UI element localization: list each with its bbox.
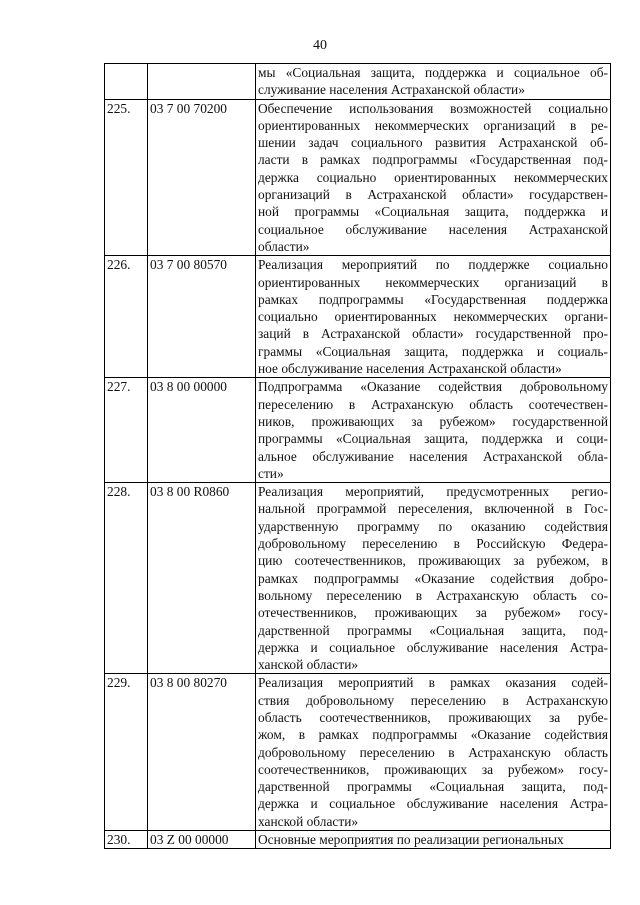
item-name-cell bbox=[256, 674, 611, 831]
row-number-cell: 227. bbox=[105, 378, 148, 483]
table-row bbox=[105, 99, 611, 256]
item-name-line: альное обслуживание населения Астраханской обла- bbox=[258, 448, 608, 464]
item-name-line: вольному переселению в Астраханскую область со- bbox=[258, 587, 608, 603]
item-name-line: соотечественников, проживающих за рубежом» госу- bbox=[258, 761, 608, 777]
row-number-cell bbox=[105, 64, 148, 100]
target-code-cell: 03 7 00 70200 bbox=[148, 99, 256, 256]
item-name-line: Реализация мероприятий в рамках оказания содей- bbox=[258, 675, 608, 691]
item-name-line: Реализация мероприятий, предусмотренных регио- bbox=[258, 484, 608, 500]
item-name-line: мы «Социальная защита, поддержка и социальное об- bbox=[258, 65, 608, 80]
item-name-line: дарственной программы «Социальная защита, под- bbox=[258, 779, 608, 795]
table-row bbox=[105, 378, 611, 483]
item-name-line: организаций в Астраханской области» государствен- bbox=[258, 187, 608, 203]
item-name-line: ориентированных некоммерческих организаций в ре- bbox=[258, 117, 608, 133]
item-name-line: держка и социальное обслуживание населения Астра- bbox=[258, 796, 608, 812]
item-name-cell bbox=[256, 378, 611, 483]
page-number: 40 bbox=[313, 38, 327, 53]
item-name-line: цию соотечественников, проживающих за рубежом, в bbox=[258, 553, 608, 569]
table-row bbox=[105, 674, 611, 831]
item-name-line: программы «Социальная защита, поддержка и соци- bbox=[258, 431, 608, 447]
item-name-line: держка и социальное обслуживание населения Астра- bbox=[258, 639, 608, 655]
table-row bbox=[105, 831, 611, 849]
item-name-line: ханской области» bbox=[258, 657, 359, 673]
table-row bbox=[105, 64, 611, 100]
item-name-cell bbox=[256, 64, 611, 100]
item-name-line: Основные мероприятия по реализации региональных bbox=[258, 832, 564, 848]
item-name-line: Обеспечение использования возможностей социально bbox=[258, 100, 608, 116]
item-name-line: нальной программой переселения, включенной в Гос- bbox=[258, 501, 608, 517]
item-name-line: держка социально ориентированных некоммерческих bbox=[258, 169, 608, 185]
item-name-line: рамках подпрограммы «Государственная поддержка bbox=[258, 291, 608, 307]
item-name-line: ной программы «Социальная защита, поддержка и bbox=[258, 204, 608, 220]
item-name-line: переселению в Астраханскую область соотечествен- bbox=[258, 396, 608, 412]
item-name-line: область соотечественников, проживающих за рубе- bbox=[258, 709, 608, 725]
item-name-cell bbox=[256, 256, 611, 378]
item-name-line: Реализация мероприятий по поддержке социально bbox=[258, 257, 608, 273]
item-name-line: ударственную программу по оказанию содействия bbox=[258, 518, 608, 534]
item-name-line: служивание населения Астраханской области» bbox=[258, 82, 525, 98]
item-name-line: ханской области» bbox=[258, 813, 359, 829]
item-name-cell bbox=[256, 831, 611, 849]
item-name-line: шении задач социального развития Астраханской об- bbox=[258, 135, 608, 151]
target-code-cell: 03 8 00 R0860 bbox=[148, 483, 256, 674]
target-code-cell: 03 Z 00 00000 bbox=[148, 831, 256, 849]
item-name-line: области» bbox=[258, 238, 310, 254]
item-name-line: дарственной программы «Социальная защита, под- bbox=[258, 622, 608, 638]
target-code-cell: 03 8 00 80270 bbox=[148, 674, 256, 831]
row-number-cell: 226. bbox=[105, 256, 148, 378]
row-number-cell: 229. bbox=[105, 674, 148, 831]
row-number-cell: 228. bbox=[105, 483, 148, 674]
item-name-line: социально ориентированных некоммерческих органи- bbox=[258, 309, 608, 325]
item-name-line: ласти в рамках подпрограммы «Государственная под- bbox=[258, 152, 608, 168]
item-name-line: добровольному переселению в Российскую Федера- bbox=[258, 536, 608, 552]
item-name-line: добровольному переселению в Астраханскую область bbox=[258, 744, 608, 760]
row-number-cell: 225. bbox=[105, 99, 148, 256]
item-name-line: ное обслуживание населения Астраханской области» bbox=[258, 361, 562, 377]
item-name-cell bbox=[256, 99, 611, 256]
item-name-line: жом, в рамках подпрограммы «Оказание содействия bbox=[258, 727, 608, 743]
item-name-line: ников, проживающих за рубежом» государственной bbox=[258, 413, 608, 429]
item-name-cell bbox=[256, 483, 611, 674]
item-name-line: ориентированных некоммерческих организаций в bbox=[258, 274, 608, 290]
table-row bbox=[105, 256, 611, 378]
table-row bbox=[105, 483, 611, 674]
target-code-cell: 03 8 00 00000 bbox=[148, 378, 256, 483]
item-name-line: ствия добровольному переселению в Астраханскую bbox=[258, 692, 608, 708]
target-code-cell: 03 7 00 80570 bbox=[148, 256, 256, 378]
item-name-line: заций в Астраханской области» государственной про- bbox=[258, 326, 608, 342]
budget-classification-table bbox=[104, 63, 611, 849]
row-number-cell: 230. bbox=[105, 831, 148, 849]
table-body bbox=[105, 64, 611, 849]
item-name-line: рамках подпрограммы «Оказание содействия добро- bbox=[258, 570, 608, 586]
target-code-cell bbox=[148, 64, 256, 100]
item-name-line: отечественников, проживающих за рубежом» госу- bbox=[258, 605, 608, 621]
item-name-line: Подпрограмма «Оказание содействия добровольному bbox=[258, 379, 608, 395]
item-name-line: граммы «Социальная защита, поддержка и социаль- bbox=[258, 343, 608, 359]
item-name-line: социальное обслуживание населения Астраханской bbox=[258, 221, 608, 237]
item-name-line: сти» bbox=[258, 465, 284, 481]
